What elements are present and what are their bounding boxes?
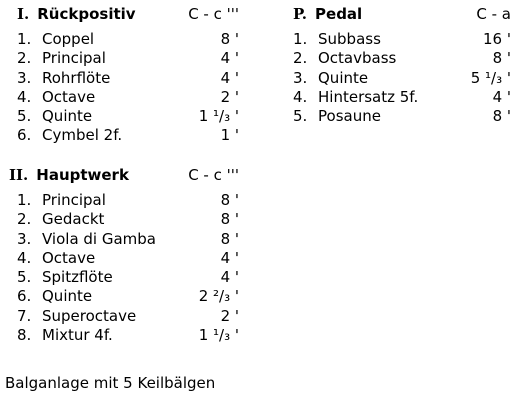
stop-name: Octave bbox=[42, 87, 96, 106]
division-rueckpositiv bbox=[17, 4, 239, 146]
stop-item bbox=[293, 30, 511, 49]
stop-name: Coppel bbox=[42, 30, 95, 48]
stop-pitch: 1 ¹/₃ ' bbox=[198, 326, 239, 345]
stop-pitch: 2 ²/₃ ' bbox=[198, 287, 239, 306]
stop-number: 2. bbox=[17, 210, 32, 229]
stop-name: Quinte bbox=[42, 287, 93, 306]
division-numeral: I. bbox=[17, 5, 30, 23]
stop-item bbox=[17, 307, 239, 326]
stop-number: 4. bbox=[17, 87, 32, 106]
stop-number: 1. bbox=[17, 191, 32, 209]
stop-name: Rohrflöte bbox=[42, 68, 111, 87]
stop-pitch: 1 ' bbox=[220, 126, 239, 145]
division-name: Pedal bbox=[315, 5, 363, 23]
stop-name: Quinte bbox=[318, 68, 369, 87]
stop-name: Posaune bbox=[318, 107, 381, 126]
stop-number: 3. bbox=[293, 68, 308, 87]
stop-name: Gedackt bbox=[42, 210, 105, 229]
stop-pitch: 4 ' bbox=[220, 49, 239, 68]
stop-name: Cymbel 2f. bbox=[42, 126, 123, 145]
stop-number: 5. bbox=[17, 107, 32, 126]
stop-name: Subbass bbox=[318, 30, 381, 48]
stop-name: Superoctave bbox=[42, 306, 137, 325]
stop-number: 5. bbox=[293, 107, 308, 126]
stop-item bbox=[17, 49, 239, 68]
division-name: Hauptwerk bbox=[36, 166, 129, 184]
stop-name: Mixtur 4f. bbox=[42, 326, 113, 345]
division-numeral: II. bbox=[9, 166, 29, 184]
stop-item bbox=[17, 30, 239, 49]
stop-name: Spitzflöte bbox=[42, 268, 113, 287]
stop-item bbox=[17, 230, 239, 249]
stop-pitch: 4 ' bbox=[220, 68, 239, 87]
stop-pitch: 4 ' bbox=[220, 268, 239, 287]
division-name: Rückpositiv bbox=[37, 5, 136, 23]
division-pedal bbox=[293, 4, 511, 126]
stop-item bbox=[17, 107, 239, 126]
stop-item bbox=[17, 191, 239, 210]
stop-number: 4. bbox=[17, 248, 32, 267]
stop-list bbox=[293, 30, 511, 126]
stop-number: 1. bbox=[293, 30, 308, 48]
stop-item bbox=[17, 268, 239, 287]
stop-number: 8. bbox=[17, 326, 32, 345]
stop-name: Principal bbox=[42, 191, 106, 209]
stop-name: Viola di Gamba bbox=[42, 229, 157, 248]
stop-pitch: 8 ' bbox=[220, 210, 239, 229]
stop-list bbox=[17, 30, 239, 146]
stop-name: Hintersatz 5f. bbox=[318, 87, 419, 106]
stop-item bbox=[17, 126, 239, 145]
stop-pitch: 8 ' bbox=[492, 49, 511, 68]
stop-pitch: 8 ' bbox=[220, 229, 239, 248]
division-numeral: P. bbox=[293, 5, 308, 23]
stop-item bbox=[17, 249, 239, 268]
stop-number: 2. bbox=[17, 49, 32, 68]
stop-number: 4. bbox=[293, 87, 308, 106]
division-compass: C - c ''' bbox=[188, 166, 239, 184]
stop-item bbox=[293, 107, 511, 126]
division-compass: C - a bbox=[476, 5, 511, 23]
stop-number: 7. bbox=[17, 306, 32, 325]
stop-number: 6. bbox=[17, 126, 32, 145]
stop-pitch: 8 ' bbox=[220, 191, 239, 209]
stop-number: 3. bbox=[17, 68, 32, 87]
stop-pitch: 16 ' bbox=[483, 30, 511, 48]
division-header bbox=[9, 165, 239, 185]
stop-number: 2. bbox=[293, 49, 308, 68]
stop-pitch: 2 ' bbox=[220, 306, 239, 325]
stop-name: Quinte bbox=[42, 107, 93, 126]
stop-item bbox=[17, 287, 239, 306]
stop-pitch: 8 ' bbox=[220, 30, 239, 48]
stop-pitch: 8 ' bbox=[492, 107, 511, 126]
stop-item bbox=[17, 69, 239, 88]
stop-item bbox=[293, 69, 511, 88]
stop-pitch: 5 ¹/₃ ' bbox=[470, 68, 511, 87]
stop-item bbox=[17, 326, 239, 345]
stop-number: 1. bbox=[17, 30, 32, 48]
stop-name: Octavbass bbox=[318, 49, 397, 68]
stop-item bbox=[293, 88, 511, 107]
stop-number: 6. bbox=[17, 287, 32, 306]
division-header bbox=[293, 4, 511, 24]
footer-note: Balganlage mit 5 Keilbälgen bbox=[5, 374, 216, 392]
stop-number: 5. bbox=[17, 268, 32, 287]
division-header bbox=[17, 4, 239, 24]
stop-pitch: 4 ' bbox=[492, 87, 511, 106]
stop-item bbox=[17, 210, 239, 229]
division-compass: C - c ''' bbox=[188, 5, 239, 23]
stop-name: Octave bbox=[42, 248, 96, 267]
stop-pitch: 4 ' bbox=[220, 248, 239, 267]
stop-pitch: 1 ¹/₃ ' bbox=[198, 107, 239, 126]
stop-pitch: 2 ' bbox=[220, 87, 239, 106]
stop-number: 3. bbox=[17, 229, 32, 248]
stop-item bbox=[293, 49, 511, 68]
stop-name: Principal bbox=[42, 49, 106, 68]
stop-item bbox=[17, 88, 239, 107]
division-hauptwerk bbox=[9, 165, 239, 345]
stop-list bbox=[9, 191, 239, 345]
